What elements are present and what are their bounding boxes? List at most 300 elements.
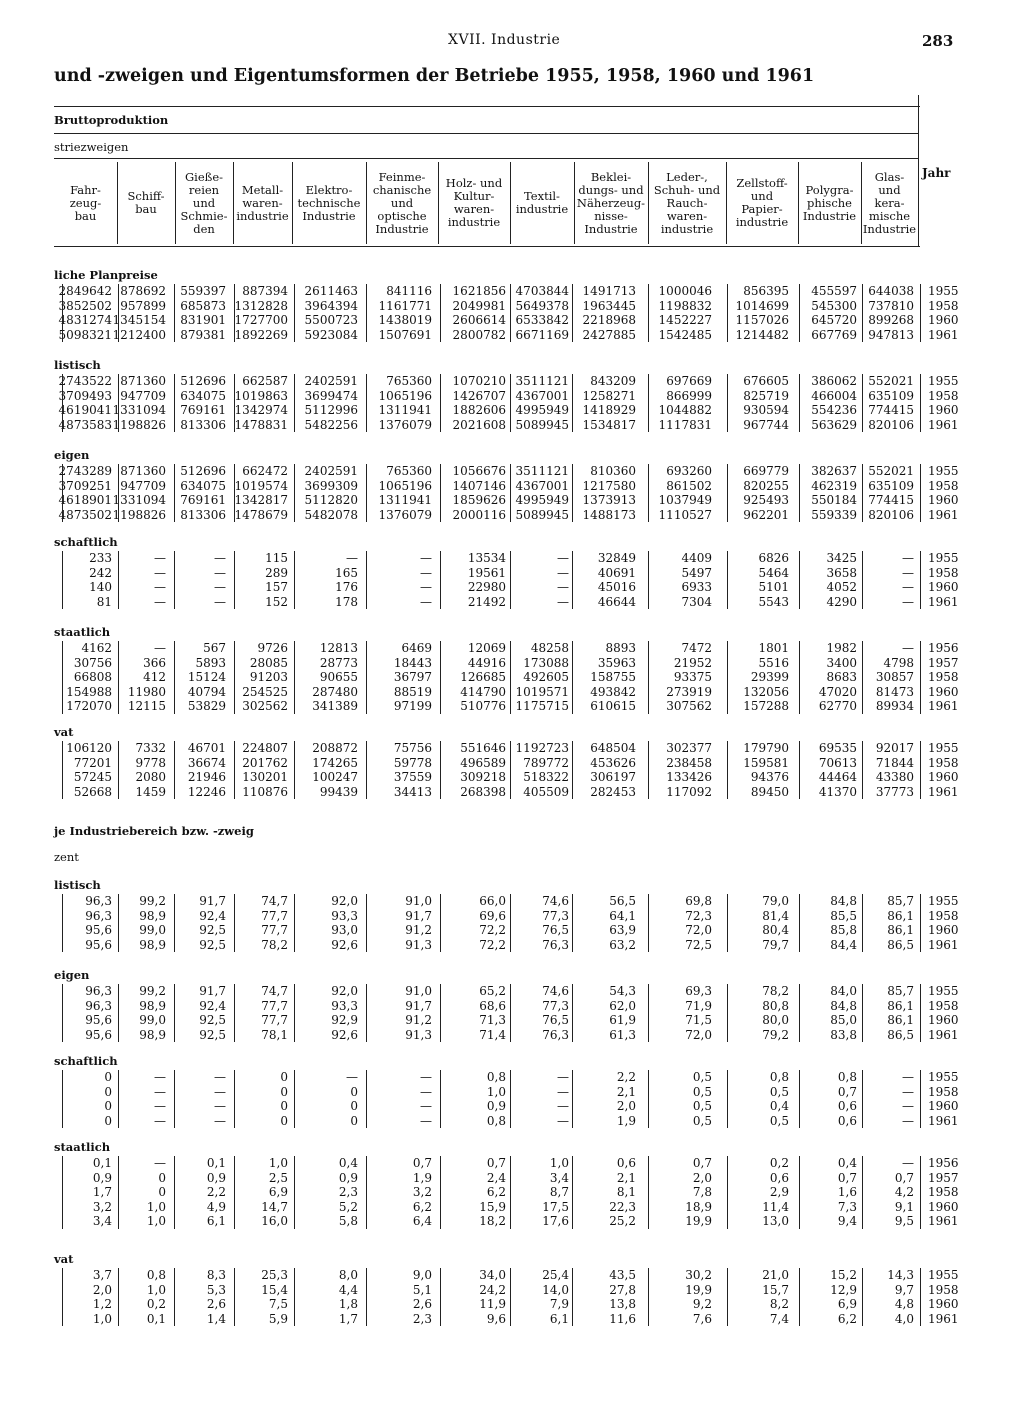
table-cell: 0 bbox=[158, 1185, 166, 1199]
table-cell: 9,6 bbox=[486, 1311, 506, 1326]
table-cell: 63,2 bbox=[609, 937, 636, 952]
table-cell: 1452227 bbox=[658, 313, 712, 327]
table-cell: 93,3 bbox=[331, 998, 358, 1013]
year-cell: 1960 bbox=[928, 770, 959, 784]
table-cell: 309218 bbox=[460, 770, 506, 784]
table-cell: 2,3 bbox=[412, 1311, 432, 1326]
table-cell: 5,2 bbox=[338, 1199, 358, 1214]
table-cell: 1459 bbox=[135, 784, 166, 799]
table-cell: 25,3 bbox=[261, 1268, 288, 1282]
column-rule bbox=[727, 641, 728, 714]
column-rule bbox=[118, 1156, 119, 1229]
table-cell: 567 bbox=[203, 641, 226, 655]
column-rule bbox=[234, 551, 235, 609]
table-cell: 4703844 bbox=[515, 284, 569, 298]
table-cell: 1488173 bbox=[582, 507, 636, 522]
table-cell: 1,0 bbox=[268, 1156, 288, 1170]
table-cell: 85,0 bbox=[830, 1013, 857, 1027]
column-separator bbox=[798, 162, 799, 244]
table-cell: 99,2 bbox=[139, 984, 166, 998]
table-cell: 157288 bbox=[743, 699, 789, 713]
table-cell: — bbox=[902, 1156, 914, 1170]
table-cell: 3400 bbox=[826, 655, 857, 670]
table-cell: 17,6 bbox=[542, 1214, 569, 1228]
column-rule bbox=[234, 984, 235, 1042]
table-cell: 2402591 bbox=[304, 374, 358, 388]
table-cell: 765360 bbox=[386, 464, 432, 478]
column-rule bbox=[118, 1268, 119, 1326]
table-cell: 71844 bbox=[875, 755, 914, 770]
table-cell: 70613 bbox=[818, 755, 857, 770]
table-row bbox=[54, 313, 964, 327]
table-cell: 11,4 bbox=[762, 1199, 789, 1214]
table-cell: 95,6 bbox=[85, 1027, 112, 1042]
table-row bbox=[54, 894, 964, 908]
year-cell: 1958 bbox=[928, 298, 959, 313]
running-header bbox=[0, 32, 1024, 52]
column-rule bbox=[572, 1070, 573, 1128]
mid-heading: je Industriebereich bzw. -zweig bbox=[54, 824, 254, 838]
table-cell: 6,2 bbox=[837, 1311, 857, 1326]
table-cell: 1110527 bbox=[658, 507, 712, 522]
column-rule bbox=[920, 551, 921, 609]
table-cell: 0 bbox=[350, 1113, 358, 1128]
table-cell: 5482078 bbox=[304, 507, 358, 522]
table-cell: 551646 bbox=[460, 741, 506, 755]
table-cell: 93375 bbox=[673, 670, 712, 684]
table-cell: 635109 bbox=[868, 478, 914, 493]
column-rule bbox=[294, 1156, 295, 1229]
column-rule bbox=[366, 1268, 367, 1326]
table-cell: 85,5 bbox=[830, 908, 857, 923]
table-cell: 1037949 bbox=[658, 493, 712, 507]
table-cell: 1507691 bbox=[378, 327, 432, 342]
table-cell: 3,4 bbox=[549, 1170, 569, 1185]
table-cell: 4,4 bbox=[338, 1282, 358, 1297]
table-cell: 89934 bbox=[875, 699, 914, 713]
column-rule bbox=[118, 641, 119, 714]
table-cell: 2,9 bbox=[769, 1185, 789, 1199]
table-cell: — bbox=[214, 1099, 226, 1113]
table-cell: 91,0 bbox=[405, 894, 432, 908]
table-cell: 7,4 bbox=[769, 1311, 789, 1326]
table-cell: 1019574 bbox=[234, 478, 288, 493]
table-cell: 77,7 bbox=[261, 998, 288, 1013]
table-cell: 3852502 bbox=[58, 298, 112, 313]
table-cell: 84,8 bbox=[830, 998, 857, 1013]
table-cell: 5089945 bbox=[515, 417, 569, 432]
column-rule bbox=[174, 464, 175, 522]
table-cell: 15,2 bbox=[830, 1268, 857, 1282]
column-rule bbox=[366, 464, 367, 522]
column-rule bbox=[234, 284, 235, 342]
year-cell: 1961 bbox=[928, 1214, 959, 1228]
table-cell: 2218968 bbox=[582, 313, 636, 327]
jahr-column-header: Jahr bbox=[922, 166, 951, 180]
table-cell: 99,0 bbox=[139, 923, 166, 937]
table-cell: 2,3 bbox=[338, 1185, 358, 1199]
table-cell: 1,0 bbox=[146, 1199, 166, 1214]
year-cell: 1958 bbox=[928, 478, 959, 493]
table-cell: 813306 bbox=[180, 417, 226, 432]
column-rule bbox=[648, 741, 649, 799]
table-cell: 5923084 bbox=[304, 327, 358, 342]
table-cell: 453626 bbox=[590, 755, 636, 770]
table-cell: 28085 bbox=[249, 655, 288, 670]
table-cell: 233 bbox=[89, 551, 112, 565]
table-cell: 820106 bbox=[868, 507, 914, 522]
column-rule bbox=[118, 894, 119, 952]
section-label: staatlich bbox=[54, 1140, 111, 1154]
table-row bbox=[54, 1312, 964, 1326]
page-number: 283 bbox=[922, 32, 954, 50]
table-cell: 34,0 bbox=[479, 1268, 506, 1282]
table-cell: 1,0 bbox=[146, 1214, 166, 1228]
table-cell: 56,5 bbox=[609, 894, 636, 908]
year-cell: 1960 bbox=[928, 1199, 959, 1214]
column-rule bbox=[648, 1070, 649, 1128]
table-cell: 43380 bbox=[875, 770, 914, 784]
table-cell: 254525 bbox=[242, 684, 288, 699]
table-cell: 5101 bbox=[758, 580, 789, 594]
table-cell: 9778 bbox=[135, 755, 166, 770]
table-cell: 0,7 bbox=[692, 1156, 712, 1170]
table-cell: 1311941 bbox=[378, 403, 432, 417]
table-cell: 93,3 bbox=[331, 908, 358, 923]
table-cell: 2,6 bbox=[412, 1297, 432, 1311]
table-cell: 81,4 bbox=[762, 908, 789, 923]
table-cell: 6671169 bbox=[515, 327, 569, 342]
table-cell: 550184 bbox=[811, 493, 857, 507]
table-cell: — bbox=[902, 1070, 914, 1084]
table-cell: 0,6 bbox=[769, 1170, 789, 1185]
table-cell: 79,2 bbox=[762, 1027, 789, 1042]
table-cell: 0,5 bbox=[692, 1099, 712, 1113]
table-row bbox=[54, 389, 964, 403]
table-cell: — bbox=[420, 1099, 432, 1113]
table-cell: 634075 bbox=[180, 478, 226, 493]
table-cell: 1542485 bbox=[658, 327, 712, 342]
table-cell: 1157026 bbox=[735, 313, 789, 327]
table-cell: 6,4 bbox=[412, 1214, 432, 1228]
table-cell: 366 bbox=[143, 655, 166, 670]
table-cell: 98,9 bbox=[139, 998, 166, 1013]
rule-jahr-separator bbox=[918, 95, 919, 247]
table-cell: 71,5 bbox=[685, 1013, 712, 1027]
column-rule bbox=[799, 984, 800, 1042]
table-cell: 0,4 bbox=[338, 1156, 358, 1170]
table-cell: 1,0 bbox=[146, 1282, 166, 1297]
table-row bbox=[54, 299, 964, 313]
table-cell: 825719 bbox=[743, 388, 789, 403]
table-cell: 224807 bbox=[242, 741, 288, 755]
table-cell: 0 bbox=[104, 1099, 112, 1113]
table-cell: 5112996 bbox=[304, 403, 358, 417]
table-cell: 86,1 bbox=[887, 1013, 914, 1027]
table-cell: 0 bbox=[104, 1084, 112, 1099]
table-cell: 179790 bbox=[743, 741, 789, 755]
table-cell: 29399 bbox=[750, 670, 789, 684]
column-header: Fahr- zeug- bau bbox=[69, 182, 102, 223]
table-cell: 496589 bbox=[460, 755, 506, 770]
table-cell: 7332 bbox=[135, 741, 166, 755]
table-cell: 4367001 bbox=[515, 478, 569, 493]
column-rule bbox=[174, 1156, 175, 1229]
table-row bbox=[54, 656, 964, 670]
table-cell: — bbox=[154, 641, 166, 655]
column-rule bbox=[920, 284, 921, 342]
column-rule bbox=[294, 464, 295, 522]
table-cell: 7304 bbox=[681, 594, 712, 609]
table-cell: 98,9 bbox=[139, 908, 166, 923]
table-cell: 2,0 bbox=[692, 1170, 712, 1185]
section-label: vat bbox=[54, 725, 74, 739]
table-cell: 77,3 bbox=[542, 908, 569, 923]
column-rule bbox=[862, 374, 863, 432]
table-cell: 1161771 bbox=[378, 298, 432, 313]
table-cell: 2080 bbox=[135, 770, 166, 784]
column-rule bbox=[572, 984, 573, 1042]
table-cell: 1065196 bbox=[378, 478, 432, 493]
year-cell: 1961 bbox=[928, 327, 959, 342]
table-cell: 158755 bbox=[590, 670, 636, 684]
year-cell: 1961 bbox=[928, 1311, 959, 1326]
rule-top bbox=[54, 106, 920, 107]
column-rule bbox=[440, 984, 441, 1042]
table-cell: 0,7 bbox=[412, 1156, 432, 1170]
table-row bbox=[54, 580, 964, 594]
table-cell: 25,4 bbox=[542, 1268, 569, 1282]
table-cell: 32849 bbox=[597, 551, 636, 565]
table-cell: 85,8 bbox=[830, 923, 857, 937]
column-separator bbox=[438, 162, 439, 244]
table-cell: 820255 bbox=[743, 478, 789, 493]
table-cell: 774415 bbox=[868, 493, 914, 507]
table-cell: 4831274 bbox=[58, 313, 112, 327]
table-cell: 1376079 bbox=[378, 417, 432, 432]
table-cell: 552021 bbox=[868, 374, 914, 388]
table-cell: 15124 bbox=[187, 670, 226, 684]
table-cell: 5,8 bbox=[338, 1214, 358, 1228]
table-row bbox=[54, 923, 964, 937]
column-rule bbox=[62, 1268, 63, 1326]
table-cell: 2021608 bbox=[452, 417, 506, 432]
table-cell: 386062 bbox=[811, 374, 857, 388]
table-cell: 18,9 bbox=[685, 1199, 712, 1214]
table-cell: 1019863 bbox=[234, 388, 288, 403]
table-cell: 19,9 bbox=[685, 1282, 712, 1297]
table-cell: 559397 bbox=[180, 284, 226, 298]
column-rule bbox=[366, 894, 367, 952]
table-cell: 11,9 bbox=[479, 1297, 506, 1311]
table-cell: 176 bbox=[335, 580, 358, 594]
table-cell: 71,3 bbox=[479, 1013, 506, 1027]
table-cell: 662587 bbox=[242, 374, 288, 388]
column-rule bbox=[510, 464, 511, 522]
column-separator bbox=[574, 162, 575, 244]
table-cell: 559339 bbox=[811, 507, 857, 522]
table-cell: 5893 bbox=[195, 655, 226, 670]
column-rule bbox=[174, 551, 175, 609]
column-rule bbox=[727, 551, 728, 609]
table-row bbox=[54, 1268, 964, 1282]
column-rule bbox=[920, 741, 921, 799]
table-cell: 887394 bbox=[242, 284, 288, 298]
table-cell: 1373913 bbox=[582, 493, 636, 507]
table-cell: 6,1 bbox=[549, 1311, 569, 1326]
table-cell: 282453 bbox=[590, 784, 636, 799]
table-cell: 2402591 bbox=[304, 464, 358, 478]
table-row bbox=[54, 1085, 964, 1099]
table-cell: 8,1 bbox=[616, 1185, 636, 1199]
column-separator bbox=[861, 162, 862, 244]
column-rule bbox=[366, 284, 367, 342]
table-cell: 92,0 bbox=[331, 894, 358, 908]
column-rule bbox=[234, 464, 235, 522]
table-cell: 99439 bbox=[319, 784, 358, 799]
table-cell: 2,1 bbox=[616, 1084, 636, 1099]
table-cell: 2,5 bbox=[268, 1170, 288, 1185]
column-rule bbox=[366, 984, 367, 1042]
table-cell: 37559 bbox=[393, 770, 432, 784]
column-rule bbox=[510, 551, 511, 609]
table-cell: 37773 bbox=[875, 784, 914, 799]
table-cell: 1198826 bbox=[112, 417, 166, 432]
table-cell: 2606614 bbox=[452, 313, 506, 327]
table-cell: 92017 bbox=[875, 741, 914, 755]
column-rule bbox=[862, 551, 863, 609]
table-cell: 77,7 bbox=[261, 908, 288, 923]
column-rule bbox=[510, 374, 511, 432]
table-cell: 8683 bbox=[826, 670, 857, 684]
table-cell: 59778 bbox=[393, 755, 432, 770]
year-cell: 1960 bbox=[928, 313, 959, 327]
table-cell: 91,7 bbox=[199, 984, 226, 998]
table-cell: — bbox=[346, 551, 358, 565]
table-cell: 91,7 bbox=[405, 908, 432, 923]
year-cell: 1956 bbox=[928, 1156, 959, 1170]
table-cell: 92,5 bbox=[199, 1027, 226, 1042]
column-separator bbox=[117, 162, 118, 244]
table-cell: 76,3 bbox=[542, 937, 569, 952]
table-cell: 0,5 bbox=[692, 1070, 712, 1084]
table-cell: — bbox=[154, 1156, 166, 1170]
column-rule bbox=[440, 1070, 441, 1128]
table-cell: 13,0 bbox=[762, 1214, 789, 1228]
table-cell: — bbox=[557, 1070, 569, 1084]
table-cell: 693260 bbox=[666, 464, 712, 478]
table-cell: 1312828 bbox=[234, 298, 288, 313]
column-separator bbox=[648, 162, 649, 244]
column-rule bbox=[118, 464, 119, 522]
table-cell: 1000046 bbox=[658, 284, 712, 298]
table-cell: 1345154 bbox=[112, 313, 166, 327]
table-cell: — bbox=[902, 641, 914, 655]
column-rule bbox=[920, 1268, 921, 1326]
table-cell: 879381 bbox=[180, 327, 226, 342]
table-cell: 648504 bbox=[590, 741, 636, 755]
table-cell: 4290 bbox=[826, 594, 857, 609]
table-row bbox=[54, 595, 964, 609]
table-cell: 89450 bbox=[750, 784, 789, 799]
table-cell: 878692 bbox=[120, 284, 166, 298]
table-cell: 552021 bbox=[868, 464, 914, 478]
table-cell: 492605 bbox=[523, 670, 569, 684]
table-cell: 1,4 bbox=[206, 1311, 226, 1326]
column-rule bbox=[366, 641, 367, 714]
table-cell: 92,5 bbox=[199, 923, 226, 937]
table-cell: 2,4 bbox=[486, 1170, 506, 1185]
table-cell: 54,3 bbox=[609, 984, 636, 998]
column-rule bbox=[440, 741, 441, 799]
table-cell: 8,2 bbox=[769, 1297, 789, 1311]
table-cell: 69,3 bbox=[685, 984, 712, 998]
table-cell: 1801 bbox=[758, 641, 789, 655]
table-cell: 856395 bbox=[743, 284, 789, 298]
table-cell: 9,7 bbox=[894, 1282, 914, 1297]
table-cell: 769161 bbox=[180, 403, 226, 417]
table-cell: 6,9 bbox=[837, 1297, 857, 1311]
column-rule bbox=[440, 464, 441, 522]
table-cell: 64,1 bbox=[609, 908, 636, 923]
table-cell: 1192723 bbox=[515, 741, 569, 755]
table-cell: 48258 bbox=[530, 641, 569, 655]
table-cell: 91,3 bbox=[405, 937, 432, 952]
column-rule bbox=[920, 1156, 921, 1229]
table-cell: 0,7 bbox=[837, 1084, 857, 1099]
table-cell: — bbox=[420, 565, 432, 580]
table-cell: 46701 bbox=[187, 741, 226, 755]
table-cell: 80,0 bbox=[762, 1013, 789, 1027]
table-cell: 157 bbox=[265, 580, 288, 594]
table-cell: 0,6 bbox=[616, 1156, 636, 1170]
column-rule bbox=[62, 284, 63, 342]
table-cell: 86,5 bbox=[887, 1027, 914, 1042]
table-cell: 871360 bbox=[120, 464, 166, 478]
table-cell: 0,8 bbox=[837, 1070, 857, 1084]
table-cell: 36674 bbox=[187, 755, 226, 770]
table-cell: 6469 bbox=[401, 641, 432, 655]
year-cell: 1958 bbox=[928, 1185, 959, 1199]
table-cell: — bbox=[902, 551, 914, 565]
column-rule bbox=[648, 284, 649, 342]
table-cell: 77,7 bbox=[261, 1013, 288, 1027]
column-rule bbox=[862, 1268, 863, 1326]
table-cell: 9,0 bbox=[412, 1268, 432, 1282]
table-cell: 685873 bbox=[180, 298, 226, 313]
table-cell: — bbox=[154, 1113, 166, 1128]
column-separator bbox=[175, 162, 176, 244]
table-cell: 86,5 bbox=[887, 937, 914, 952]
table-cell: 47020 bbox=[818, 684, 857, 699]
column-rule bbox=[62, 1070, 63, 1128]
table-cell: 1376079 bbox=[378, 507, 432, 522]
column-rule bbox=[234, 374, 235, 432]
year-cell: 1957 bbox=[928, 1170, 959, 1185]
table-cell: 95,6 bbox=[85, 937, 112, 952]
table-cell: 4367001 bbox=[515, 388, 569, 403]
table-cell: 96,3 bbox=[85, 894, 112, 908]
table-cell: 77,7 bbox=[261, 923, 288, 937]
table-row bbox=[54, 493, 964, 507]
year-cell: 1955 bbox=[928, 464, 959, 478]
table-cell: 91,2 bbox=[405, 923, 432, 937]
table-cell: 0 bbox=[104, 1070, 112, 1084]
column-rule bbox=[920, 464, 921, 522]
table-cell: 405509 bbox=[523, 784, 569, 799]
table-cell: 947709 bbox=[120, 478, 166, 493]
table-cell: 0 bbox=[350, 1099, 358, 1113]
